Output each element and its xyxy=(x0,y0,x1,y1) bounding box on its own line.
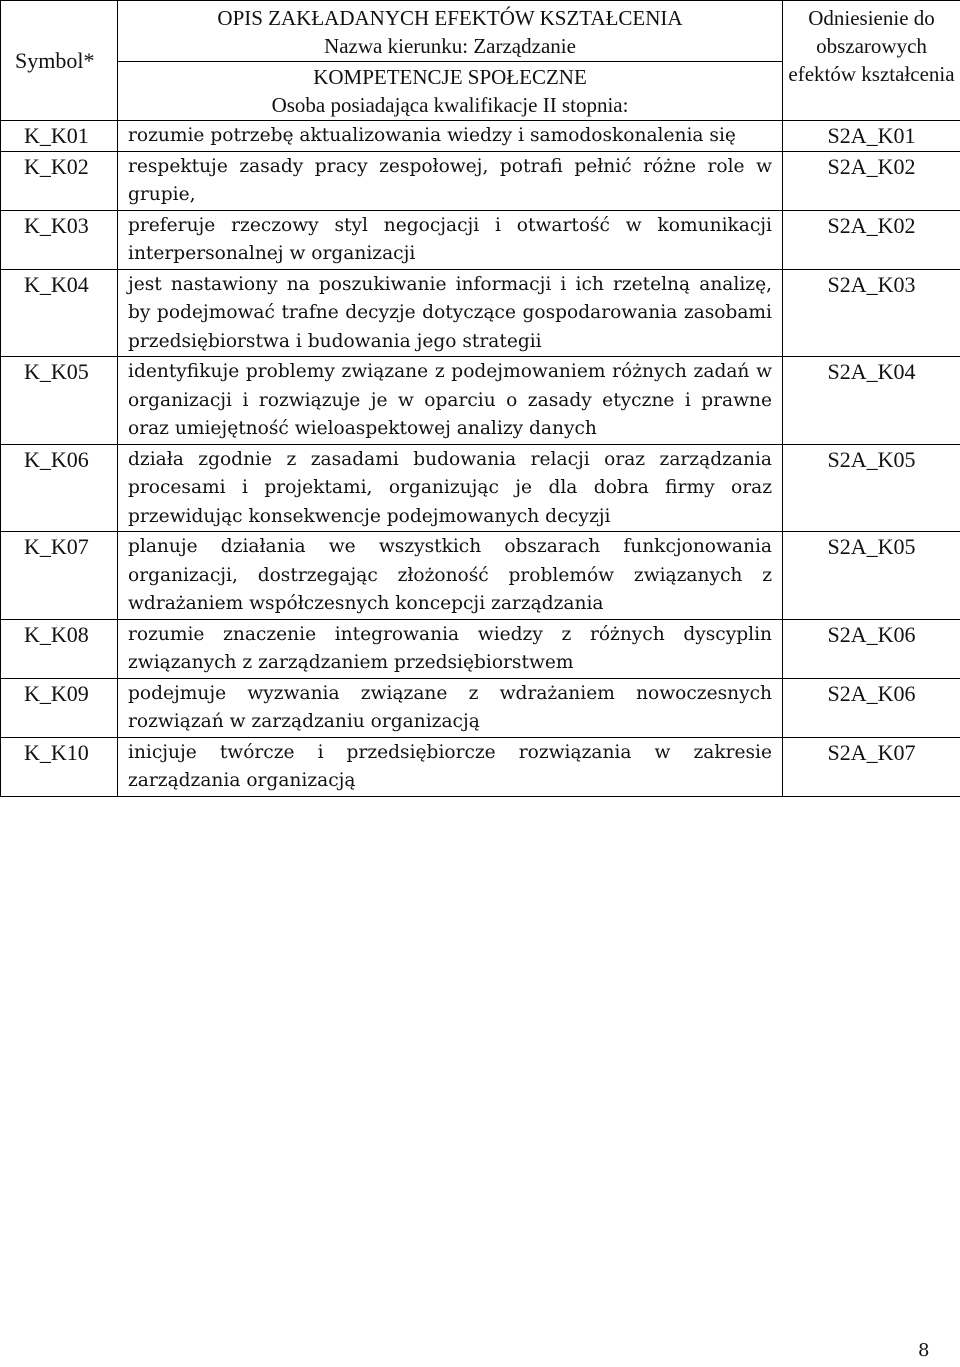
outcome-symbol: K_K10 xyxy=(1,737,118,796)
outcome-description: preferuje rzeczowy styl negocjacji i otwartość w komunikacji interpersonalnej w organizacji xyxy=(118,210,783,269)
table-body xyxy=(1,1,960,797)
outcome-reference: S2A_K05 xyxy=(783,532,960,620)
table-row xyxy=(1,357,960,445)
outcome-reference: S2A_K02 xyxy=(783,210,960,269)
outcome-reference: S2A_K01 xyxy=(783,121,960,152)
category-cell xyxy=(118,62,783,121)
outcome-description: planuje działania we wszystkich obszarach funkcjonowania organizacji, dostrzegając złożoność problemów związanych z wdrażaniem współczesnych koncepcji zarządzania xyxy=(118,532,783,620)
field-name: Nazwa kierunku: Zarządzanie xyxy=(324,34,576,58)
outcome-reference: S2A_K06 xyxy=(783,678,960,737)
table-row xyxy=(1,619,960,678)
qualification-label: Osoba posiadająca kwalifikacje II stopnia: xyxy=(271,93,629,117)
outcome-reference: S2A_K05 xyxy=(783,444,960,532)
outcome-symbol: K_K04 xyxy=(1,269,118,357)
outcome-symbol: K_K05 xyxy=(1,357,118,445)
outcome-reference: S2A_K06 xyxy=(783,619,960,678)
outcome-symbol: K_K08 xyxy=(1,619,118,678)
outcome-description: identyfikuje problemy związane z podejmowaniem różnych zadań w organizacji i rozwiązuje je w oparciu o zasady etyczne i prawne oraz umiejętność wieloaspektowej analizy danych xyxy=(118,357,783,445)
header-row-title xyxy=(1,1,960,62)
table-row xyxy=(1,532,960,620)
outcome-symbol: K_K07 xyxy=(1,532,118,620)
outcome-symbol: K_K02 xyxy=(1,151,118,210)
table-row xyxy=(1,444,960,532)
outcome-symbol: K_K09 xyxy=(1,678,118,737)
outcome-reference: S2A_K04 xyxy=(783,357,960,445)
outcome-description: rozumie znaczenie integrowania wiedzy z różnych dyscyplin związanych z zarządzaniem przedsiębiorstwem xyxy=(118,619,783,678)
document-title: OPIS ZAKŁADANYCH EFEKTÓW KSZTAŁCENIA xyxy=(217,6,683,30)
outcome-description: inicjuje twórcze i przedsiębiorcze rozwiązania w zakresie zarządzania organizacją xyxy=(118,737,783,796)
category-title: KOMPETENCJE SPOŁECZNE xyxy=(313,65,587,89)
table-row xyxy=(1,737,960,796)
page-number: 8 xyxy=(918,1340,930,1361)
outcome-symbol: K_K03 xyxy=(1,210,118,269)
symbol-column-header: Symbol* xyxy=(1,1,118,121)
table-row xyxy=(1,269,960,357)
outcome-description: działa zgodnie z zasadami budowania relacji oraz zarządzania procesami i projektami, organizując je dla dobra firmy oraz przewidując konsekwencje podejmowanych decyzji xyxy=(118,444,783,532)
table-row xyxy=(1,151,960,210)
outcome-description: rozumie potrzebę aktualizowania wiedzy i samodoskonalenia się xyxy=(118,121,783,152)
reference-column-header: Odniesienie do obszarowych efektów kształcenia xyxy=(783,1,960,121)
document-title-cell xyxy=(118,1,783,62)
outcome-description: podejmuje wyzwania związane z wdrażaniem nowoczesnych rozwiązań w zarządzaniu organizacją xyxy=(118,678,783,737)
outcome-reference: S2A_K07 xyxy=(783,737,960,796)
outcome-description: jest nastawiony na poszukiwanie informacji i ich rzetelną analizę, by podejmować trafne decyzje dotyczące gospodarowania zasobami przedsiębiorstwa i budowania jego strategii xyxy=(118,269,783,357)
table-row xyxy=(1,210,960,269)
outcome-reference: S2A_K02 xyxy=(783,151,960,210)
outcome-description: respektuje zasady pracy zespołowej, potrafi pełnić różne role w grupie, xyxy=(118,151,783,210)
outcome-symbol: K_K01 xyxy=(1,121,118,152)
table-row xyxy=(1,121,960,152)
table-row xyxy=(1,678,960,737)
outcome-reference: S2A_K03 xyxy=(783,269,960,357)
outcome-symbol: K_K06 xyxy=(1,444,118,532)
